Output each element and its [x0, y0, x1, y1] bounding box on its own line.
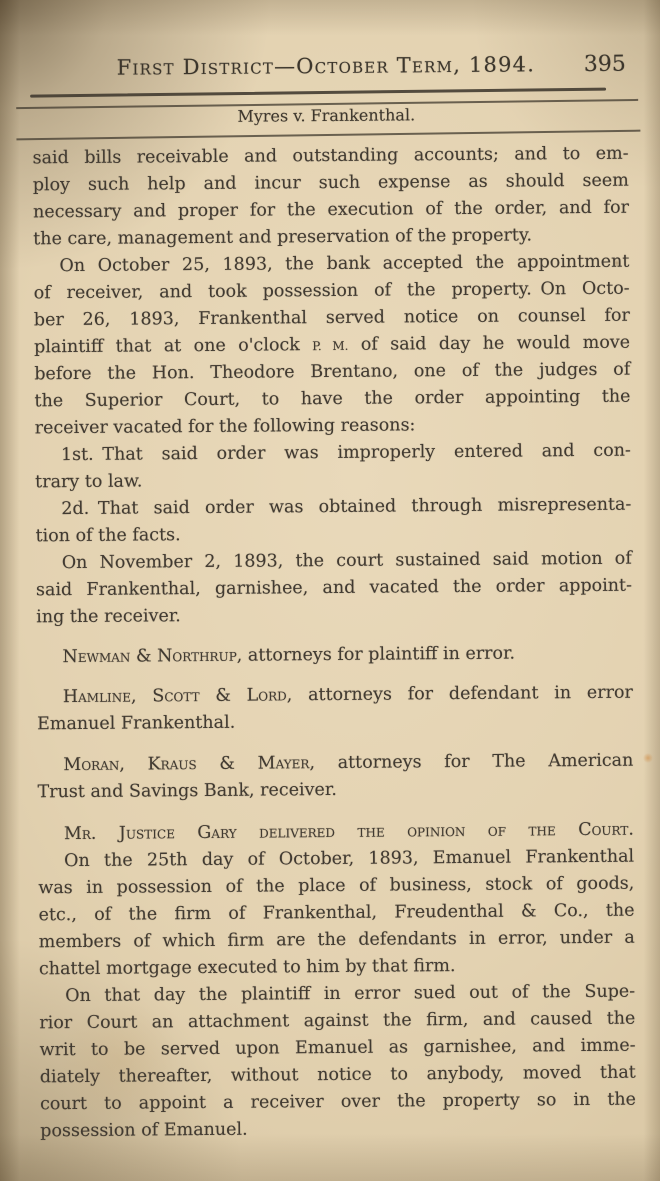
text-line — [37, 775, 633, 807]
text-segment: the Superior Court, to have the order appointing the — [34, 386, 631, 412]
small-caps-text: Mr. Justice Gary delivered the opinion of the Court. — [63, 819, 634, 845]
text-segment: Trust and Savings Bank, receiver. — [37, 779, 337, 803]
body-text — [32, 141, 636, 1146]
body-paragraph — [36, 546, 633, 632]
text-line — [40, 1114, 636, 1146]
text-segment: , attorneys for The American — [309, 750, 634, 774]
text-segment: possession of Emanuel. — [40, 1119, 248, 1142]
header-rule-thick — [30, 88, 606, 98]
text-segment: said Frankenthal, garnishee, and vacated the order appoint- — [35, 575, 633, 601]
text-segment: chattel mortgage executed to him by that firm. — [38, 956, 456, 980]
text-segment: , attorneys for defendant in error — [286, 682, 633, 706]
body-paragraph — [33, 249, 630, 443]
text-segment: diately thereafter, without notice to anybody, moved that — [39, 1062, 636, 1088]
text-segment: On November 2, 1893, the court sustained said motion of — [61, 548, 632, 574]
text-segment: writ to be served upon Emanuel as garnishee, and imme- — [39, 1035, 636, 1061]
text-segment: plaintiff that at one o'clock — [34, 335, 313, 358]
text-line — [39, 925, 635, 957]
header-rule-thin-bottom — [16, 130, 640, 140]
text-line — [37, 680, 633, 712]
text-segment: said bills receivable and outstanding accounts; and to em- — [32, 143, 629, 169]
small-caps-text: Newman & Northrup — [62, 645, 237, 668]
text-segment: of said day he would move — [348, 332, 631, 355]
text-segment: On the 25th day of October, 1893, Emanuel Frankenthal — [64, 846, 635, 872]
text-segment: On that day the plaintiff in error sued out of the Supe- — [65, 981, 636, 1007]
text-segment: 1st. That said order was improperly entered and con- — [60, 440, 631, 466]
running-head — [0, 51, 656, 88]
text-segment: receiver vacated for the following reasons: — [34, 415, 416, 439]
text-line — [35, 492, 631, 524]
text-segment: ploy such help and incur such expense as should seem — [32, 170, 629, 196]
small-caps-text: P. M. — [312, 334, 349, 356]
body-paragraph — [37, 748, 633, 807]
text-segment: 2d. That said order was obtained through misrepresenta- — [61, 494, 632, 520]
text-line — [36, 640, 632, 672]
body-paragraph — [35, 492, 631, 551]
text-segment: was in possession of the place of business, stock of goods, — [38, 873, 635, 899]
text-line — [36, 600, 632, 632]
body-paragraph — [35, 438, 631, 497]
text-segment: , attorneys for plaintiff in error. — [236, 643, 516, 666]
text-line — [40, 1087, 636, 1119]
body-paragraph — [32, 141, 629, 254]
text-line — [33, 195, 629, 227]
text-segment: ing the receiver. — [36, 606, 181, 628]
text-segment: the care, management and preservation of the property. — [33, 225, 533, 250]
body-paragraph — [38, 844, 635, 984]
text-line — [34, 384, 630, 416]
case-name: Myres v. Frankenthal. — [237, 105, 416, 126]
body-paragraph — [36, 640, 632, 672]
running-head-title: First District—October Term, 1894. — [116, 52, 536, 80]
text-segment: necessary and proper for the execution of the order, and for — [32, 197, 630, 223]
text-segment: of receiver, and took possession of the property. On Octo- — [33, 278, 630, 304]
text-segment: Emanuel Frankenthal. — [36, 712, 236, 735]
text-line — [36, 573, 632, 605]
text-segment: On October 25, 1893, the bank accepted the appointment — [59, 251, 630, 277]
text-segment: etc., of the firm of Frankenthal, Freudenthal & Co., the — [38, 900, 635, 926]
body-paragraph — [37, 680, 633, 739]
text-line — [37, 748, 633, 780]
text-line — [37, 707, 633, 739]
page-number: 395 — [583, 51, 626, 77]
text-segment: before the Hon. Theodore Brentano, one of the judges of — [34, 359, 631, 385]
body-paragraph — [39, 979, 636, 1146]
text-segment: trary to law. — [35, 471, 143, 493]
text-line — [35, 438, 631, 470]
text-segment: members of which firm are the defendants in error, under a — [38, 927, 635, 953]
text-segment: rior Court an attachment against the firm, and caused the — [39, 1008, 636, 1034]
text-segment: tion of the facts. — [35, 525, 181, 547]
small-caps-text: Hamline, Scott & Lord — [62, 685, 287, 708]
small-caps-text: Moran, Kraus & Mayer — [63, 753, 310, 776]
text-segment: ber 26, 1893, Frankenthal served notice on counsel for — [33, 305, 630, 331]
text-segment: court to appoint a receiver over the property so in the — [39, 1089, 637, 1115]
